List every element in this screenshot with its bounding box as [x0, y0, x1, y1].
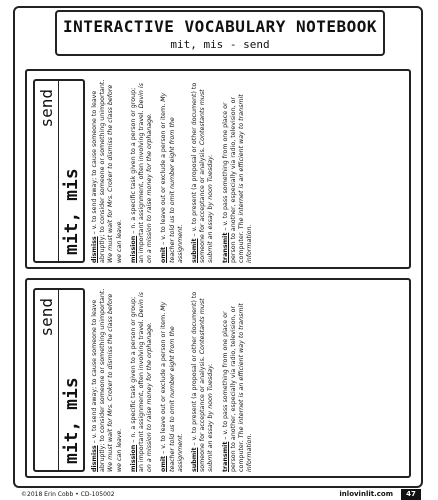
- definition-word: omit: [160, 455, 168, 472]
- page-footer: [13, 489, 423, 500]
- definition-item: [191, 79, 216, 263]
- word-box: [33, 288, 85, 472]
- root-label: mit, mis: [61, 377, 82, 464]
- definitions-list: [91, 79, 254, 263]
- copyright-text: ©2018 Erin Cobb • CD-105002: [21, 491, 115, 498]
- definition-item: [91, 288, 124, 472]
- flap-bottom[interactable]: [25, 278, 411, 478]
- definition-example: The internet is an efficient way to transmit information.: [238, 303, 254, 472]
- definition-text: – v. to leave out or exclude a person or item.: [160, 310, 168, 456]
- definition-item: [91, 79, 124, 263]
- definitions-list: [91, 288, 254, 472]
- definition-example: Contestants must submit an essay by noon Tuesday.: [199, 89, 215, 263]
- definition-text: – v. to send away; to cause someone to leave abruptly; to consider someone or something unimportant.: [91, 288, 107, 472]
- definition-text: – n. a specific task given to a person or group; an important assignment, often involving travel.: [129, 296, 146, 472]
- definition-example: Devin is on a mission to raise money for the orphanage.: [138, 292, 154, 472]
- definition-word: omit: [160, 246, 168, 263]
- definition-item: [160, 79, 185, 263]
- definition-word: mission: [129, 444, 137, 472]
- page-subtitle: mit, mis - send: [170, 38, 270, 51]
- definition-item: [160, 288, 185, 472]
- definition-item: [222, 288, 255, 472]
- definition-example: The internet is an efficient way to transmit information.: [238, 94, 254, 263]
- definition-example: My teacher told us to omit number eight from the assignment.: [160, 92, 184, 263]
- flap-top[interactable]: [25, 69, 411, 269]
- flap-bottom-content: [27, 280, 413, 480]
- page-title: INTERACTIVE VOCABULARY NOTEBOOK: [62, 17, 378, 36]
- definition-text: – v. to present (a proposal or other document) to someone for acceptance or analysis.: [191, 291, 207, 472]
- meaning-label: send: [35, 290, 59, 470]
- root-label: mit, mis: [61, 168, 82, 255]
- definition-word: transmit: [221, 232, 229, 263]
- definition-example: Devin is on a mission to raise money for the orphanage.: [138, 83, 154, 263]
- definition-word: submit: [191, 238, 199, 263]
- definition-item: [191, 288, 216, 472]
- definition-example: My teacher told us to omit number eight from the assignment.: [160, 301, 184, 472]
- definition-word: submit: [191, 447, 199, 472]
- definition-text: – v. to pass something from one place or person to another, especially via radio, television, or computer.: [221, 96, 246, 263]
- definition-text: – v. to present (a proposal or other document) to someone for acceptance or analysis.: [191, 82, 207, 263]
- definition-example: We must wait for Mrs. Croker to dismiss the class before we can leave.: [107, 84, 123, 263]
- definition-example: We must wait for Mrs. Croker to dismiss the class before we can leave.: [107, 293, 123, 472]
- site-link[interactable]: inlovinlit.com: [339, 490, 393, 498]
- definition-text: – v. to pass something from one place or person to another, especially via radio, television, or computer.: [221, 305, 246, 472]
- flap-top-content: [27, 71, 413, 271]
- definition-word: transmit: [221, 441, 229, 472]
- title-box: [55, 10, 385, 56]
- meaning-label: send: [35, 81, 59, 261]
- definition-item: [222, 79, 255, 263]
- definition-word: dismiss: [91, 445, 98, 472]
- definition-word: mission: [129, 235, 137, 263]
- definition-word: dismiss: [91, 236, 98, 263]
- definition-item: [130, 79, 155, 263]
- definition-text: – v. to leave out or exclude a person or item.: [160, 101, 168, 247]
- definition-item: [130, 288, 155, 472]
- page-number: 47: [401, 489, 421, 500]
- definition-text: – n. a specific task given to a person or group; an important assignment, often involving travel.: [129, 87, 146, 263]
- definition-example: Contestants must submit an essay by noon Tuesday.: [199, 298, 215, 472]
- definition-text: – v. to send away; to cause someone to leave abruptly; to consider someone or something unimportant.: [91, 79, 107, 263]
- word-box: [33, 79, 85, 263]
